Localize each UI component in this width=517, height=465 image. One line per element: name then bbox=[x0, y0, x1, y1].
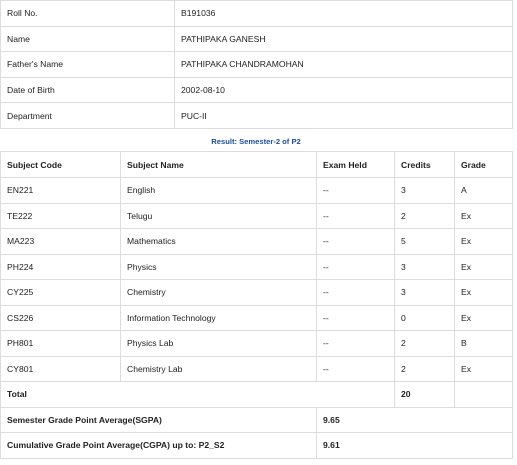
cgpa-value: 9.61 bbox=[317, 433, 513, 459]
cell-exam-held: -- bbox=[317, 229, 395, 255]
info-row-fathers-name bbox=[1, 52, 513, 78]
cell-grade: Ex bbox=[455, 280, 513, 306]
cell-grade: Ex bbox=[455, 254, 513, 280]
cell-exam-held: -- bbox=[317, 356, 395, 382]
cell-credits: 3 bbox=[395, 254, 455, 280]
info-label: Date of Birth bbox=[1, 77, 175, 103]
cell-subject-code: PH224 bbox=[1, 254, 121, 280]
cell-credits: 3 bbox=[395, 178, 455, 204]
table-row bbox=[1, 178, 513, 204]
cell-subject-name: Chemistry bbox=[121, 280, 317, 306]
cell-credits: 5 bbox=[395, 229, 455, 255]
cell-subject-code: CY225 bbox=[1, 280, 121, 306]
cell-grade: Ex bbox=[455, 305, 513, 331]
info-value: PUC-II bbox=[175, 103, 513, 129]
info-row-department bbox=[1, 103, 513, 129]
cell-credits: 3 bbox=[395, 280, 455, 306]
total-row bbox=[1, 382, 513, 408]
results-header-row bbox=[1, 152, 513, 178]
total-grade-empty bbox=[455, 382, 513, 408]
results-table bbox=[0, 151, 513, 459]
cell-subject-name: English bbox=[121, 178, 317, 204]
cell-exam-held: -- bbox=[317, 254, 395, 280]
cgpa-label: Cumulative Grade Point Average(CGPA) up to: P2_S2 bbox=[1, 433, 317, 459]
cell-credits: 2 bbox=[395, 356, 455, 382]
header-credits: Credits bbox=[395, 152, 455, 178]
cell-exam-held: -- bbox=[317, 331, 395, 357]
info-value: 2002-08-10 bbox=[175, 77, 513, 103]
cell-exam-held: -- bbox=[317, 203, 395, 229]
sgpa-row bbox=[1, 407, 513, 433]
cell-exam-held: -- bbox=[317, 305, 395, 331]
table-row bbox=[1, 280, 513, 306]
header-exam-held: Exam Held bbox=[317, 152, 395, 178]
table-row bbox=[1, 331, 513, 357]
info-value: PATHIPAKA GANESH bbox=[175, 26, 513, 52]
info-label: Name bbox=[1, 26, 175, 52]
sgpa-label: Semester Grade Point Average(SGPA) bbox=[1, 407, 317, 433]
table-row bbox=[1, 203, 513, 229]
table-row bbox=[1, 254, 513, 280]
table-row bbox=[1, 356, 513, 382]
info-label: Father's Name bbox=[1, 52, 175, 78]
result-caption: Result: Semester-2 of P2 bbox=[211, 137, 301, 146]
cell-grade: Ex bbox=[455, 229, 513, 255]
cell-subject-code: TE222 bbox=[1, 203, 121, 229]
total-credits: 20 bbox=[395, 382, 455, 408]
total-label: Total bbox=[1, 382, 395, 408]
info-row-date-of-birth bbox=[1, 77, 513, 103]
info-value: PATHIPAKA CHANDRAMOHAN bbox=[175, 52, 513, 78]
cell-subject-name: Information Technology bbox=[121, 305, 317, 331]
header-grade: Grade bbox=[455, 152, 513, 178]
info-row-roll-no bbox=[1, 1, 513, 27]
cell-exam-held: -- bbox=[317, 178, 395, 204]
student-info-table bbox=[0, 0, 513, 129]
cell-grade: Ex bbox=[455, 203, 513, 229]
sgpa-value: 9.65 bbox=[317, 407, 513, 433]
table-row bbox=[1, 229, 513, 255]
cell-exam-held: -- bbox=[317, 280, 395, 306]
info-label: Department bbox=[1, 103, 175, 129]
cell-credits: 2 bbox=[395, 203, 455, 229]
cell-subject-code: PH801 bbox=[1, 331, 121, 357]
info-value: B191036 bbox=[175, 1, 513, 27]
cell-subject-name: Mathematics bbox=[121, 229, 317, 255]
header-subject-code: Subject Code bbox=[1, 152, 121, 178]
cell-grade: A bbox=[455, 178, 513, 204]
cell-subject-code: CY801 bbox=[1, 356, 121, 382]
cell-subject-code: CS226 bbox=[1, 305, 121, 331]
cell-subject-name: Chemistry Lab bbox=[121, 356, 317, 382]
info-row-name bbox=[1, 26, 513, 52]
cell-subject-code: MA223 bbox=[1, 229, 121, 255]
cell-credits: 2 bbox=[395, 331, 455, 357]
header-subject-name: Subject Name bbox=[121, 152, 317, 178]
cgpa-row bbox=[1, 433, 513, 459]
cell-subject-name: Physics Lab bbox=[121, 331, 317, 357]
cell-subject-code: EN221 bbox=[1, 178, 121, 204]
cell-subject-name: Telugu bbox=[121, 203, 317, 229]
cell-grade: Ex bbox=[455, 356, 513, 382]
cell-credits: 0 bbox=[395, 305, 455, 331]
cell-grade: B bbox=[455, 331, 513, 357]
table-row bbox=[1, 305, 513, 331]
info-label: Roll No. bbox=[1, 1, 175, 27]
cell-subject-name: Physics bbox=[121, 254, 317, 280]
